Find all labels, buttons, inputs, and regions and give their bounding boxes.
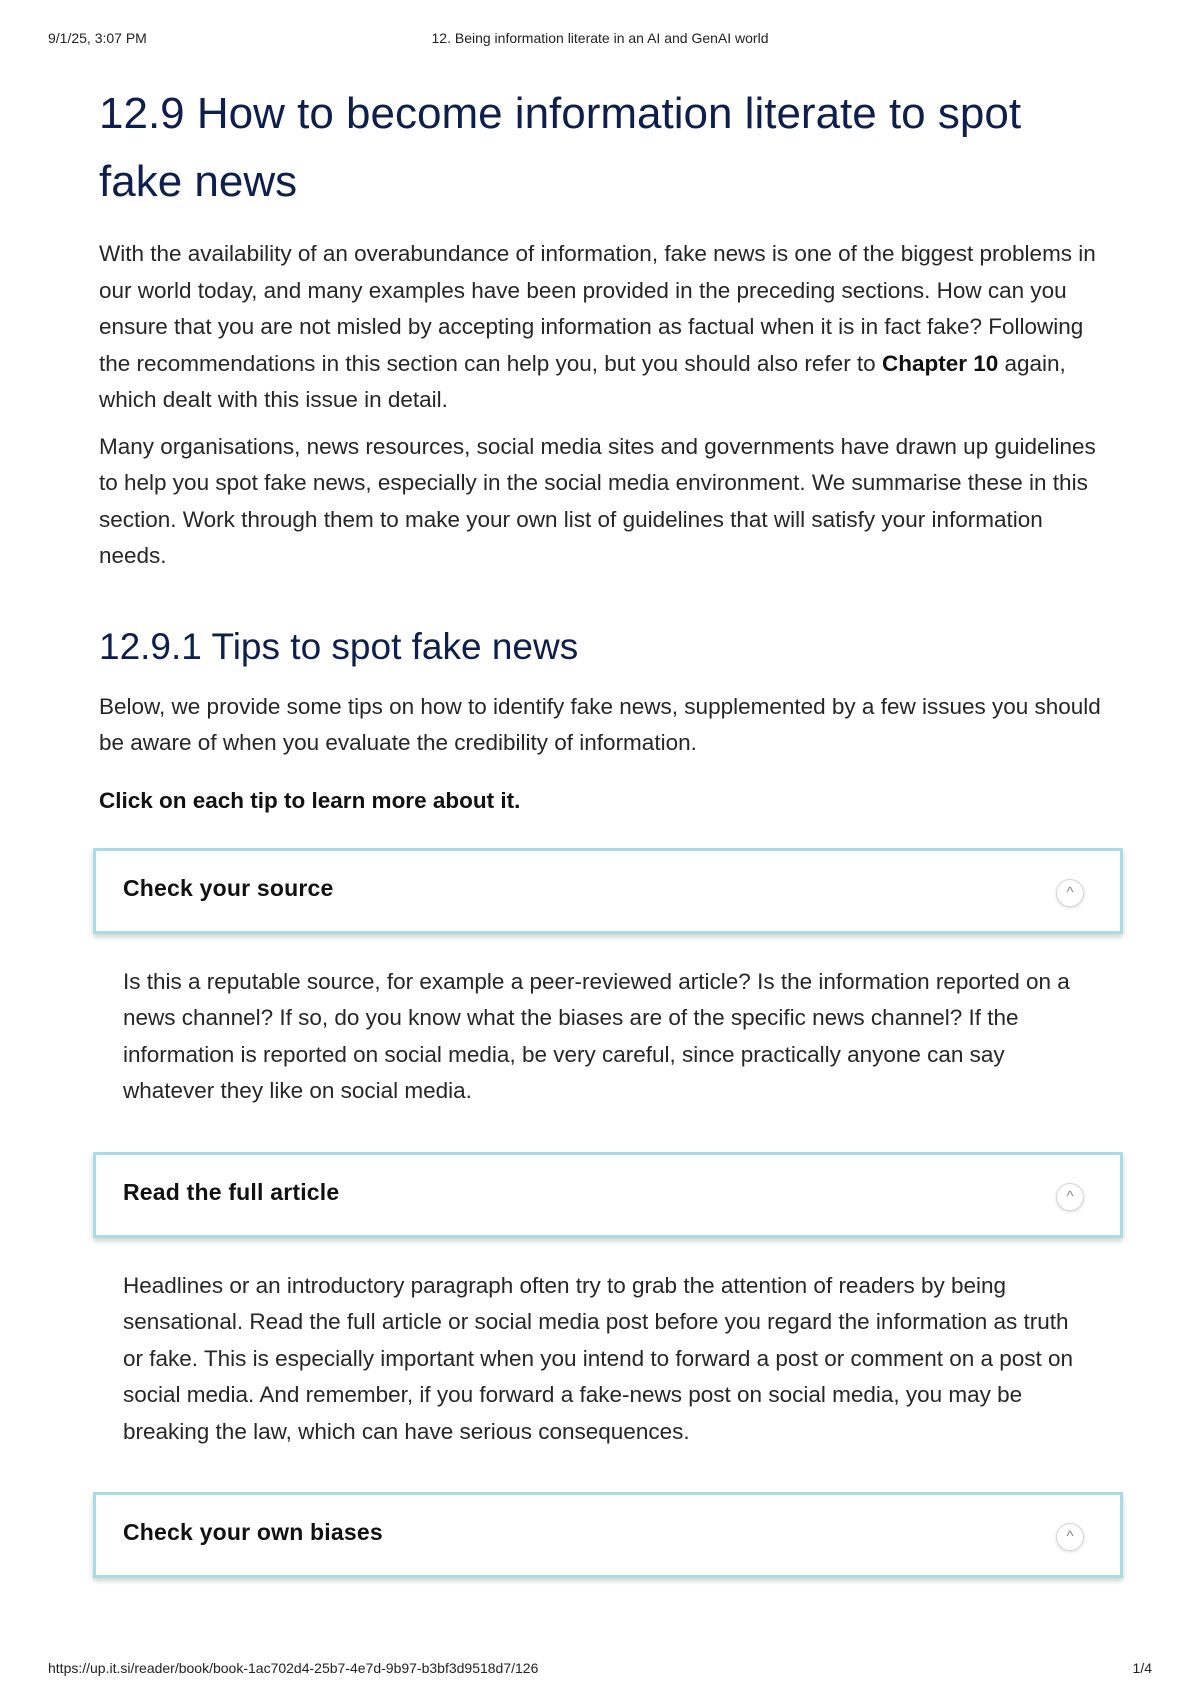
accordion-title: Check your own biases — [123, 1519, 383, 1545]
accordion-body-check-your-source: Is this a reputable source, for example a peer-reviewed article? Is the information reported on a news channel? If so, do you know what the biases are of the specific news channel? If the information is reported on social media, be very careful, since practically anyone can say whatever they like on social media. — [123, 968, 1070, 1103]
accordion-check-your-own-biases[interactable] — [93, 1492, 1123, 1578]
print-footer — [48, 1660, 1152, 1680]
chevron-up-icon[interactable]: ^ — [1056, 879, 1084, 907]
page-title-line2: fake news — [99, 157, 298, 206]
accordion-title: Check your source — [123, 874, 334, 901]
page-title-line1: 12.9 How to become information literate to spot — [99, 89, 1022, 138]
chevron-up-icon[interactable]: ^ — [1056, 1183, 1084, 1211]
main-content — [99, 80, 1109, 1578]
page-title — [99, 80, 1109, 216]
chapter-reference: Chapter 10 — [881, 350, 999, 376]
intro-paragraph-text-a: With the availability of an overabundance of information, fake news is one of the biggest problems in our world today, and many examples have been provided in the preceding sections. How can you ensure that you are not misled by accepting information as factual when it is in fact fake? Following the recommendations in this section can help you, but you should also refer to — [99, 241, 1096, 376]
print-date: 9/1/25, 3:07 PM — [48, 30, 147, 46]
tips-instruction: Click on each tip to learn more about it. — [99, 787, 521, 813]
print-doc-title: 12. Being information literate in an AI and GenAI world — [431, 30, 769, 46]
accordion-check-your-source[interactable] — [93, 848, 1123, 934]
guidelines-paragraph: Many organisations, news resources, social media sites and governments have drawn up guidelines to help you spot fake news, especially in the social media environment. We summarise these in this section. Work through them to make your own list of guidelines that will satisfy your information needs. — [99, 433, 1096, 568]
print-header — [48, 30, 1152, 50]
print-page-number: 1/4 — [1132, 1660, 1152, 1676]
tips-intro-paragraph: Below, we provide some tips on how to identify fake news, supplemented by a few issues you should be aware of when you evaluate the credibility of information. — [99, 693, 1101, 755]
print-url: https://up.it.si/reader/book/book-1ac702d4-25b7-4e7d-9b97-b3bf3d9518d7/126 — [48, 1660, 539, 1676]
intro-paragraph — [99, 236, 1109, 419]
intro-paragraph-text-b: again, which dealt with this issue in detail. — [99, 350, 1066, 412]
accordion-title: Read the full article — [123, 1178, 340, 1205]
accordion-read-the-full-article[interactable] — [93, 1152, 1123, 1238]
chevron-up-icon[interactable]: ^ — [1056, 1523, 1084, 1551]
accordion-body-read-the-full-article: Headlines or an introductory paragraph often try to grab the attention of readers by being sensational. Read the full article or social media post before you regard the information as truth or fake. This is especially important when you intend to forward a post or comment on a post on social media. And remember, if you forward a fake-news post on social media, you may be breaking the law, which can have serious consequences. — [123, 1272, 1074, 1444]
subsection-title: 12.9.1 Tips to spot fake news — [99, 625, 579, 667]
